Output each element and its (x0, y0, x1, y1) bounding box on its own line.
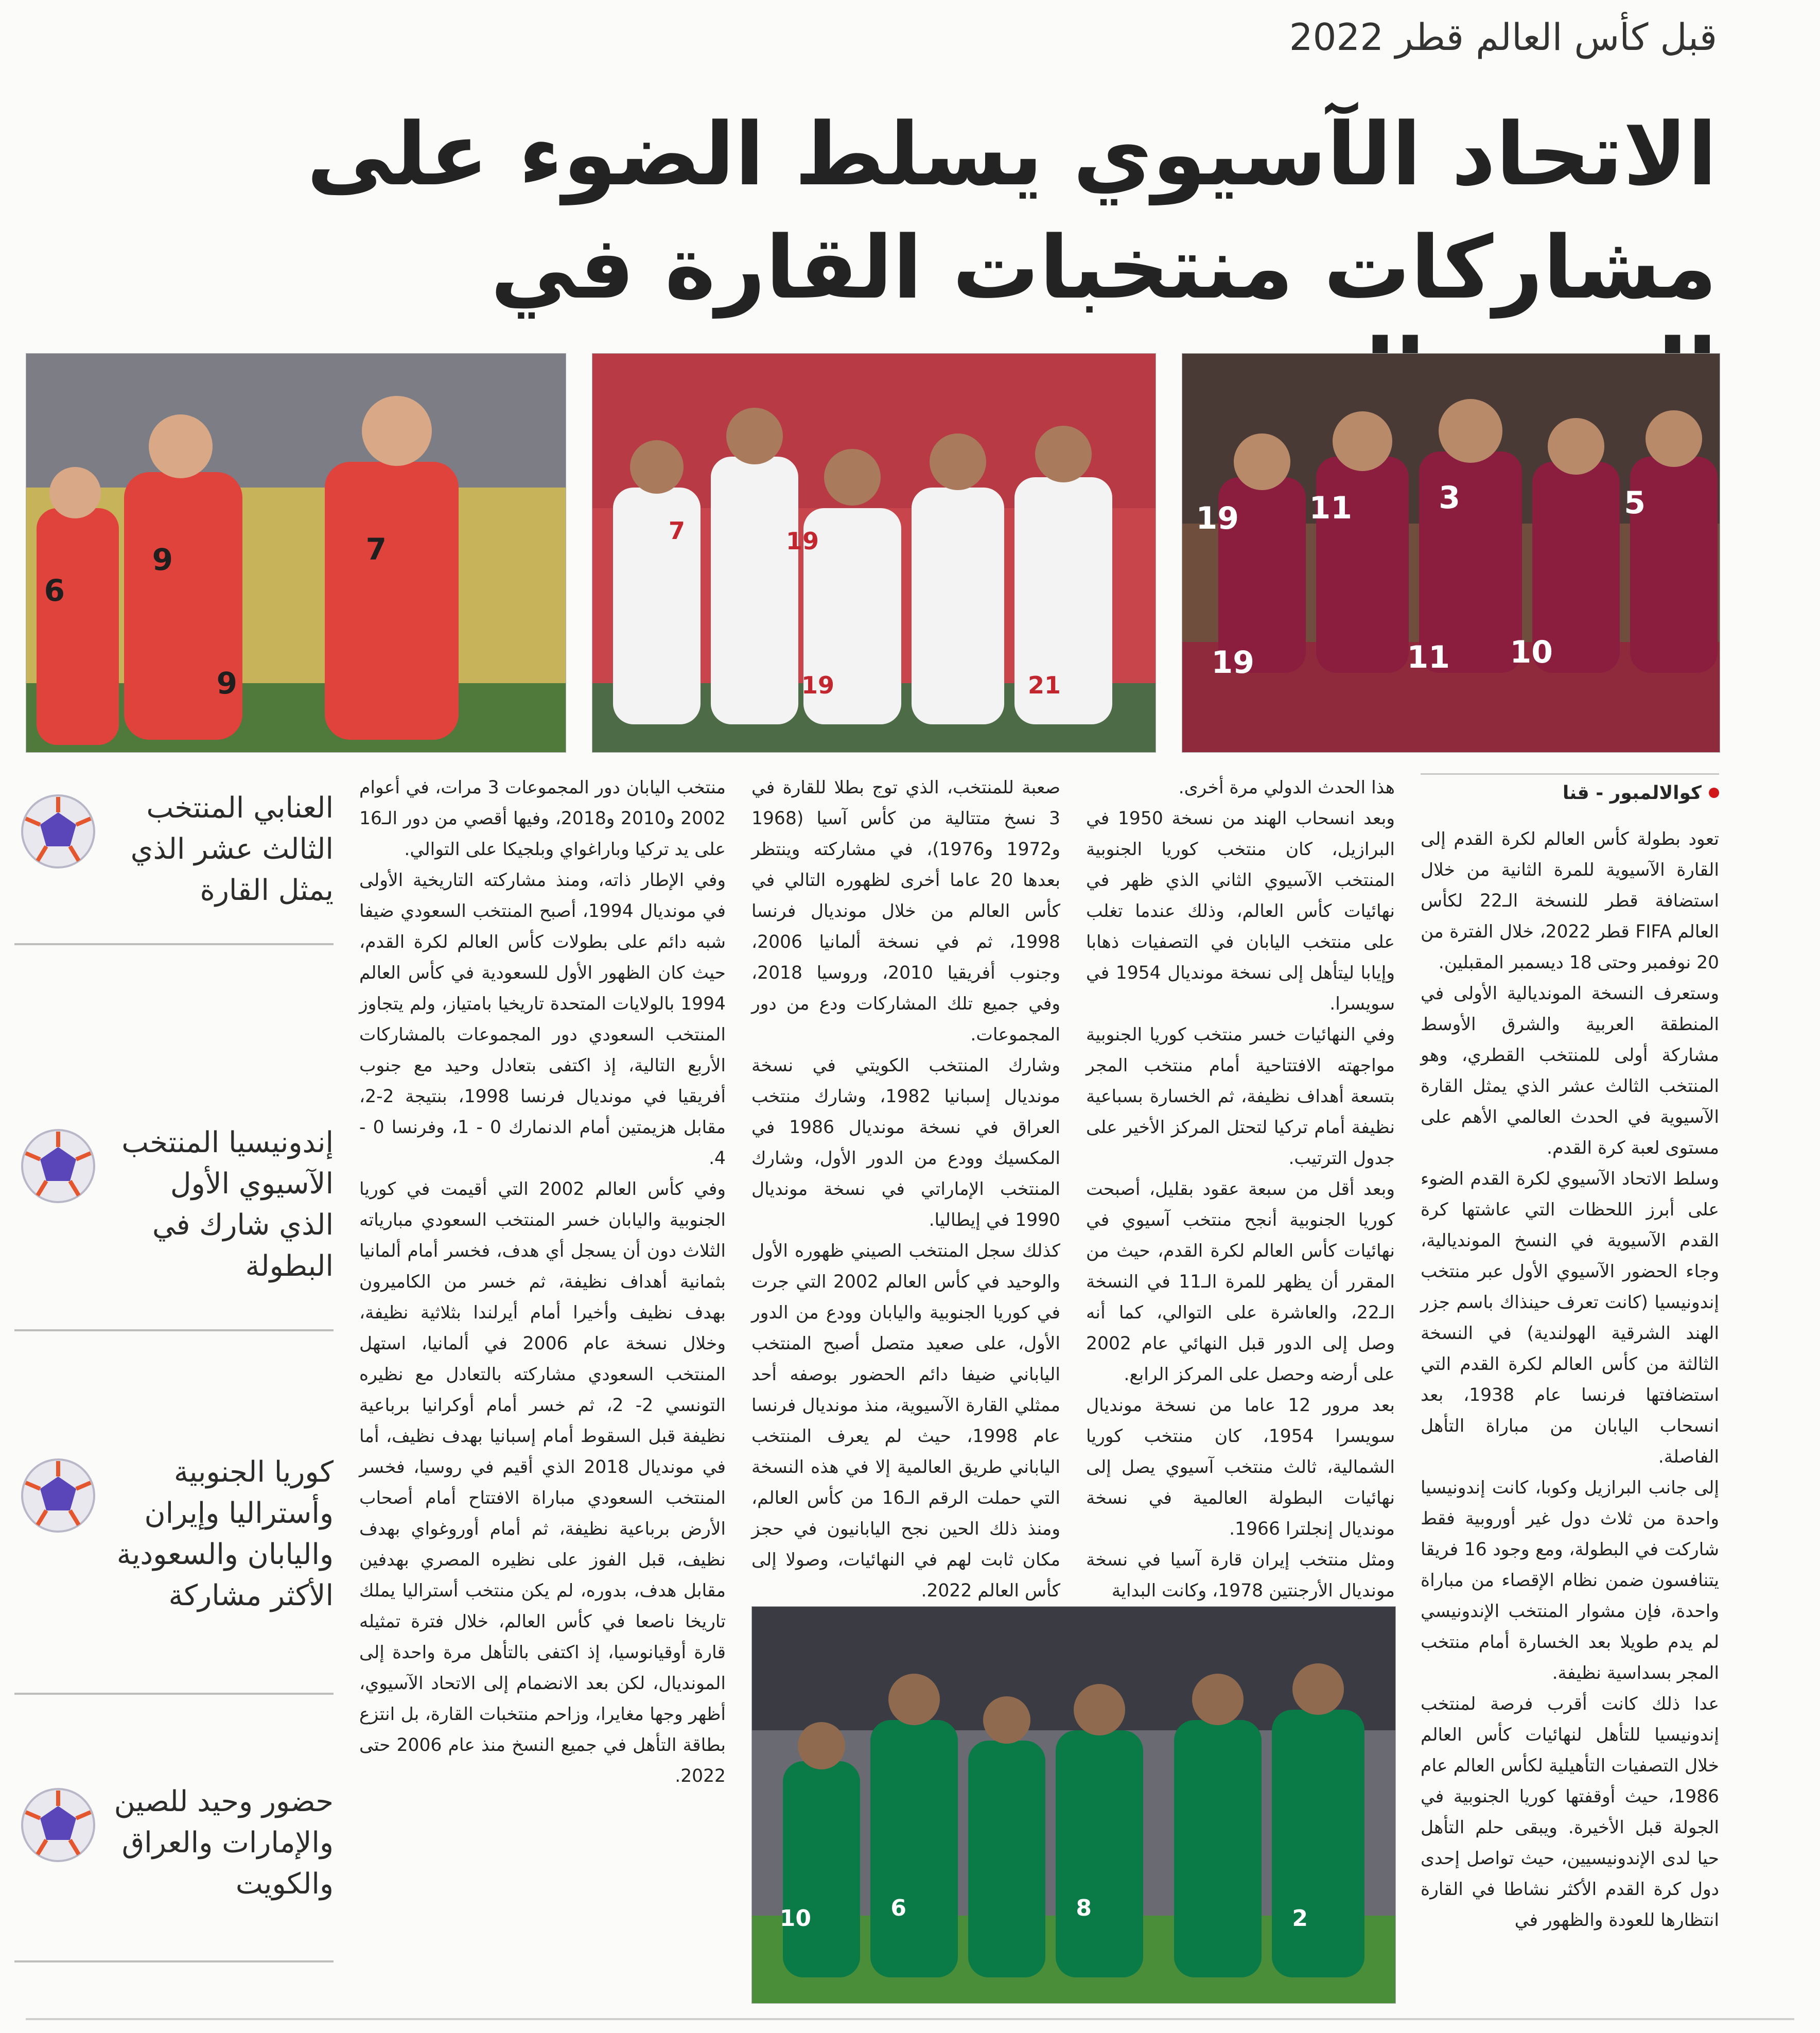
paragraph: وفي كأس العالم 2002 التي أقيمت في كوريا الجنوبية واليابان خسر المنتخب السعودي مبارياته الثلاث دون أن يسجل أي هدف، فخسر أمام ألمانيا بثمانية أهداف نظيفة، ثم خسر من الكاميرون بهدف نظيف وأخيرا أمام أيرلندا بثلاثية نظيفة، وخلال نسخة عام 2006 في ألمانيا، استهل المنتخب السعودي مشاركته بالتعادل مع نظيره التونسي 2- 2، ثم خسر أمام أوكرانيا برباعية نظيفة قبل السقوط أمام إسبانيا بهدف نظيف، أما في مونديال 2018 الذي أقيم في روسيا، فخسر المنتخب السعودي مباراة الافتتاح أمام أصحاب الأرض برباعية نظيفة، ثم أمام أوروغواي بهدف نظيف، قبل الفوز على نظيره المصري بهدفين مقابل هدف، بدوره، لم يكن منتخب أستراليا يملك تاريخا ناصعا في كأس العالم، خلال فترة تمثيله قارة أوقيانوسيا، إذ اكتفى بالتأهل مرة واحدة إلى المونديال، لكن بعد الانضمام إلى الاتحاد الآسيوي، أظهر وجها مغايرا، وزاحم منتخبات القارة، بل انتزع بطاقة التأهل في جميع النسخ منذ عام 2006 حتى 2022. (359, 1179, 726, 1786)
paragraph: إلى جانب البرازيل وكوبا، كانت إندونيسيا واحدة من ثلاث دول غير أوروبية فقط شاركت في البطولة، ومع وجود 16 فريقا يتنافسون ضمن نظام الإقصاء من مباراة واحدة، فإن مشوار المنتخب الإندونيسي لم يدم طويلا بعد الخسارة أمام منتخب المجر بسداسية نظيفة. (1421, 1478, 1719, 1683)
paragraph: منتخب اليابان دور المجموعات 3 مرات، في أعوام 2002 و2010 و2018، وفيها أقصي من دور الـ16 على يد تركيا وباراغواي وبلجيكا على التوالي. (359, 777, 726, 860)
paragraph: وسلط الاتحاد الآسيوي لكرة القدم الضوء على أبرز اللحظات التي عاشتها كرة القدم الآسيوية في النسخ المونديالية، وجاء الحضور الآسيوي الأول عبر منتخب إندونيسيا (كانت تعرف حينذاك باسم جزر الهند الشرقية الهولندية) في النسخة الثالثة من كأس العالم لكرة القدم التي استضافتها فرنسا عام 1938، بعد انسحاب اليابان من مباراة التأهل الفاصلة. (1421, 1169, 1719, 1467)
paragraph: وبعد أقل من سبعة عقود بقليل، أصبحت كوريا الجنوبية أنجح منتخب آسيوي في نهائيات كأس العالم لكرة القدم، حيث من المقرر أن يظهر للمرة الـ11 في النسخة الـ22، والعاشرة على التوالي، كما أنه وصل إلى الدور قبل النهائي عام 2002 على أرضه وحصل على المركز الرابع. (1086, 1179, 1395, 1385)
saudi-players-photo (751, 1606, 1396, 2004)
svg-text:9: 9 (216, 666, 237, 701)
divider (14, 1693, 334, 1695)
svg-text:7: 7 (365, 532, 387, 567)
divider (14, 1960, 334, 1962)
iran-players-photo (592, 353, 1156, 753)
divider (14, 1329, 334, 1331)
qatar-players-photo (1182, 353, 1720, 753)
sidebar-item (14, 788, 334, 932)
svg-text:21: 21 (1027, 671, 1061, 699)
paragraph: كذلك سجل المنتخب الصيني ظهوره الأول والوحيد في كأس العالم 2002 التي جرت في كوريا الجنوبية واليابان وودع من الدور الأول، على صعيد متصل أصبح المنتخب الياباني ضيفا دائم الحضور بوصفه أحد ممثلي القارة الآسيوية، منذ مونديال فرنسا عام 1998، حيث لم يعرف المنتخب الياباني طريق العالمية إلا في هذه النسخة التي حملت الرقم الـ16 من كأس العالم، ومنذ ذلك الحين نجح اليابانيون في حجز مكان ثابت لهم في النهائيات، وصولا إلى كأس العالم 2022. (751, 1241, 1060, 1601)
soccer-ball-icon (20, 1786, 97, 1864)
red-dot-icon (1709, 788, 1719, 798)
svg-text:8: 8 (1076, 1895, 1092, 1921)
byline-text: كوالالمبور - قنا (1562, 782, 1702, 804)
paragraph: عدا ذلك كانت أقرب فرصة لمنتخب إندونيسيا للتأهل لنهائيات كأس العالم خلال التصفيات التأهيلية لكأس العالم عام 1986، حيث أوقفتها كوريا الجنوبية في الجولة قبل الأخيرة. ويبقى حلم التأهل حيا لدى الإندونيسيين، حيث تواصل إحدى دول كرة القدم الأكثر نشاطا في القارة انتظارها للعودة والظهور في (1421, 1694, 1719, 1931)
article-column-4 (359, 772, 726, 2003)
svg-text:2: 2 (1292, 1905, 1308, 1932)
paragraph: بعد مرور 12 عاما من نسخة مونديال سويسرا 1954، كان منتخب كوريا الشمالية، ثالث منتخب آسيوي يصل إلى نهائيات البطولة العالمية في نسخة مونديال إنجلترا 1966. (1086, 1395, 1395, 1539)
soccer-ball-icon (20, 1127, 97, 1205)
paragraph: هذا الحدث الدولي مرة أخرى. (1178, 777, 1395, 798)
article-column-3 (751, 772, 1061, 1601)
svg-text:9: 9 (152, 542, 173, 577)
svg-text:11: 11 (1407, 639, 1450, 675)
headline-line-1: الاتحاد الآسيوي يسلط الضوء على (306, 104, 1717, 205)
sidebar-item (14, 1122, 334, 1328)
paragraph: وشارك المنتخب الكويتي في نسخة مونديال إسبانيا 1982، وشارك منتخب العراق في نسخة مونديال 1986 في المكسيك وودع من الدور الأول، وشارك المنتخب الإماراتي في نسخة مونديال 1990 في إيطاليا. (751, 1055, 1060, 1230)
svg-text:7: 7 (668, 517, 685, 545)
paragraph: تعود بطولة كأس العالم لكرة القدم إلى القارة الآسيوية للمرة الثانية من خلال استضافة قطر للنسخة الـ22 لكأس العالم FIFA قطر 2022، خلال الفترة من 20 نوفمبر وحتى 18 ديسمبر المقبلين. (1421, 829, 1720, 973)
svg-text:5: 5 (1624, 485, 1646, 521)
svg-text:19: 19 (801, 671, 834, 699)
svg-text:10: 10 (1510, 634, 1553, 670)
svg-text:11: 11 (1309, 490, 1352, 526)
article-column-2 (1086, 772, 1395, 1601)
paragraph: ومثل منتخب إيران قارة آسيا في نسخة مونديال الأرجنتين 1978، وكانت البداية (1086, 1550, 1395, 1601)
svg-text:10: 10 (779, 1905, 811, 1932)
svg-text:6: 6 (44, 573, 65, 608)
svg-text:3: 3 (1439, 480, 1460, 516)
svg-text:19: 19 (785, 527, 819, 555)
sidebar-quote: إندونيسيا المنتخب الآسيوي الأول الذي شارك في البطولة (121, 1126, 334, 1283)
sidebar-item (14, 1452, 334, 1668)
paragraph: وستعرف النسخة المونديالية الأولى في المنطقة العربية والشرق الأوسط مشاركة أولى للمنتخب القطري، وهو المنتخب الثالث عشر الذي يمثل القارة الآسيوية في الحدث العالمي الأهم على مستوى لعبة كرة القدم. (1421, 983, 1719, 1158)
divider (14, 943, 334, 945)
korea-players-photo (26, 353, 566, 753)
paragraph: وفي الإطار ذاته، ومنذ مشاركته التاريخية الأولى في مونديال 1994، أصبح المنتخب السعودي ضيفا شبه دائم على بطولات كأس العالم لكرة القدم، حيث كان الظهور الأول للسعودية في كأس العالم 1994 بالولايات المتحدة تاريخيا بامتياز، ولم يتجاوز المنتخب السعودي دور المجموعات بالمشاركات الأربع التالية، إذ اكتفى بتعادل وحيد مع جنوب أفريقيا في مونديال فرنسا 1998، بنتيجة 2-2، مقابل هزيمتين أمام الدنمارك 0 - 1، وفرنسا 0 - 4. (359, 870, 726, 1169)
byline (1421, 773, 1719, 807)
svg-text:19: 19 (1196, 500, 1239, 536)
sidebar-quote: كوريا الجنوبية وأستراليا وإيران واليابان والسعودية الأكثر مشاركة (116, 1455, 334, 1612)
sidebar-quote: العنابي المنتخب الثالث عشر الذي يمثل القارة (130, 791, 334, 907)
headline-line-2: مشاركات منتخبات القارة في (490, 217, 1717, 318)
svg-text:6: 6 (890, 1895, 906, 1921)
svg-text:19: 19 (1211, 645, 1254, 681)
article-column-1 (1421, 824, 1719, 2003)
paragraph: صعبة للمنتخب، الذي توج بطلا للقارة في 3 نسخ متتالية من كأس آسيا (1968 و1972 و1976)، في مشاركته وينتظر بعدها 20 عاما أخرى لظهوره التالي في كأس العالم من خلال مونديال فرنسا 1998، ثم في نسخة ألمانيا 2006، وجنوب أفريقيا 2010، وروسيا 2018، وفي جميع تلك المشاركات ودع من دور المجموعات. (751, 777, 1061, 1045)
soccer-ball-icon (20, 1457, 97, 1534)
paragraph: وفي النهائيات خسر منتخب كوريا الجنوبية مواجهته الافتتاحية أمام منتخب المجر بتسعة أهداف نظيفة، ثم الخسارة بسباعية نظيفة أمام تركيا لتحتل المركز الأخير على جدول الترتيب. (1086, 1024, 1395, 1169)
sidebar-item (14, 1781, 334, 1997)
paragraph: وبعد انسحاب الهند من نسخة 1950 في البرازيل، كان منتخب كوريا الجنوبية المنتخب الآسيوي الثاني الذي ظهر في نهائيات كأس العالم، وذلك عندما تغلب على منتخب اليابان في التصفيات ذهابا وإيابا ليتأهل إلى نسخة مونديال 1954 في سويسرا. (1086, 808, 1395, 1014)
soccer-ball-icon (20, 793, 97, 870)
kicker: قبل كأس العالم قطر 2022 (1289, 15, 1717, 59)
bottom-rule (26, 2018, 1794, 2020)
sidebar-quote: حضور وحيد للصين والإمارات والعراق والكويت (114, 1785, 334, 1901)
